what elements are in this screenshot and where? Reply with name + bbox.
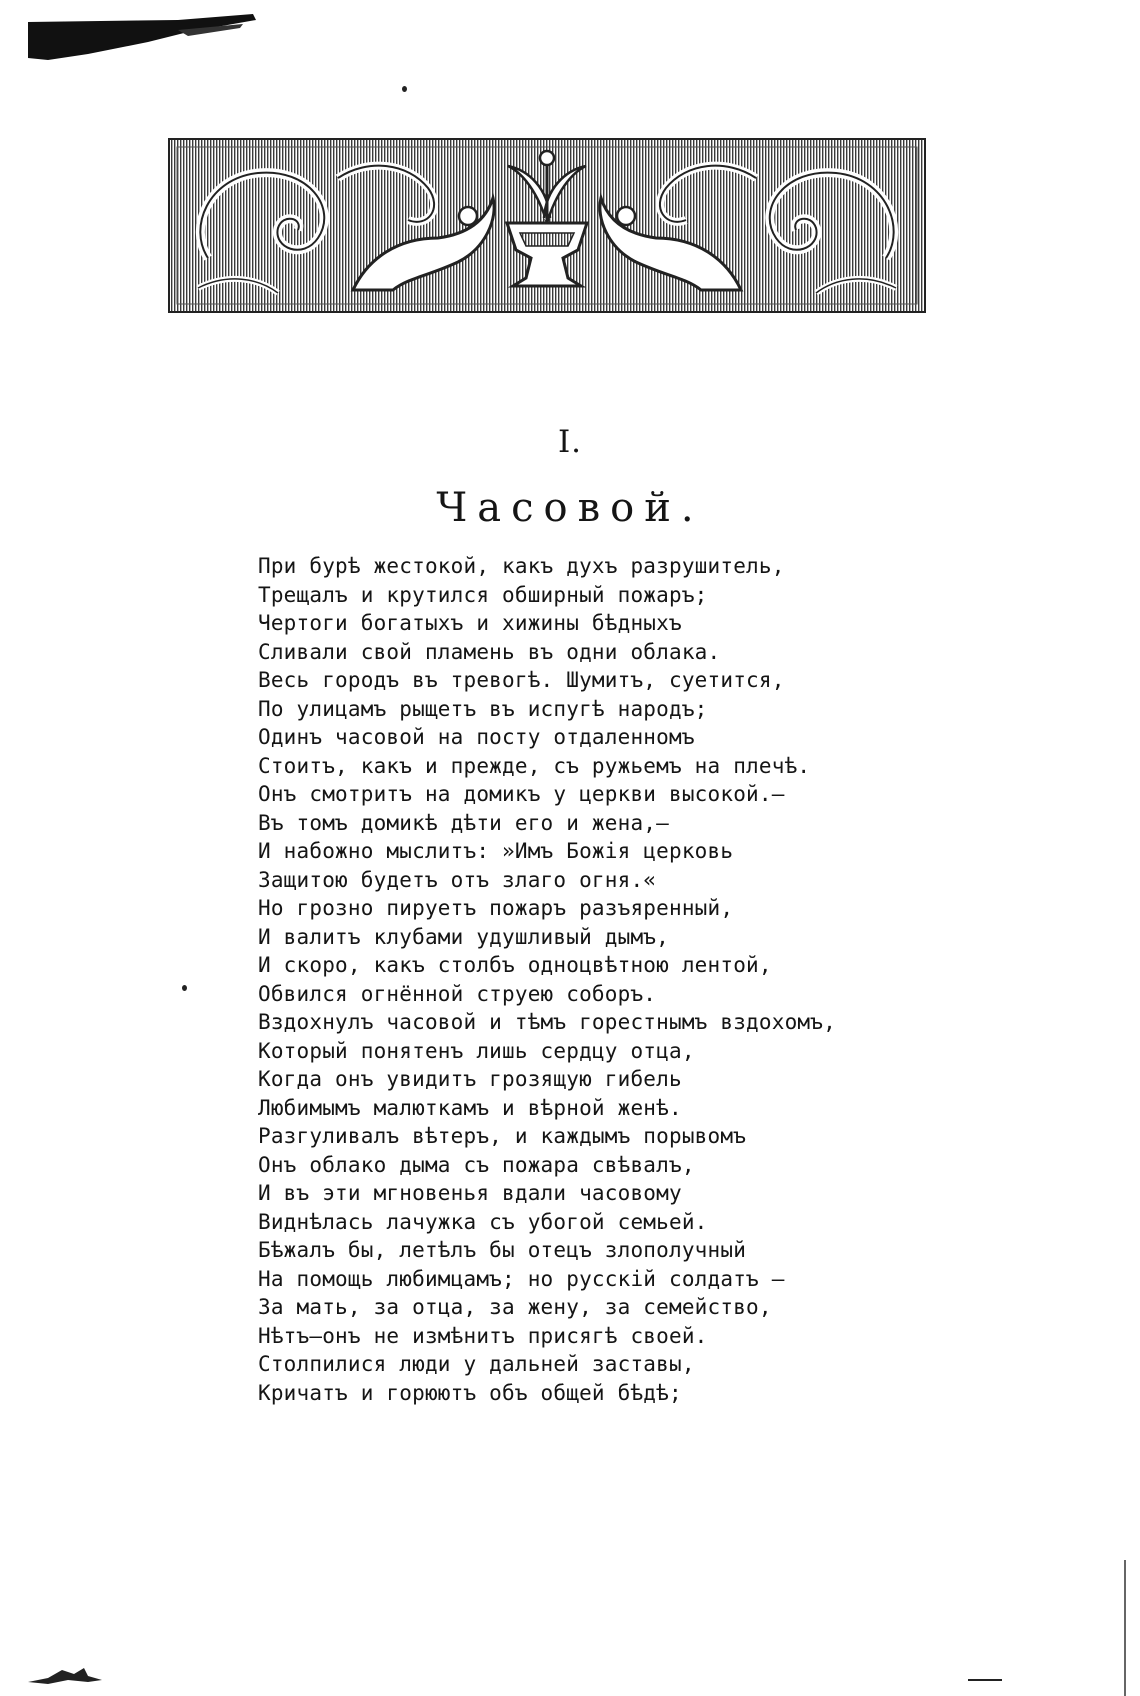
poem-line: И набожно мыслитъ: »Имъ Божія церковь xyxy=(258,839,734,863)
poem-line: Въ томъ домикѣ дѣти его и жена,— xyxy=(258,810,669,835)
stray-dot xyxy=(402,86,407,92)
poem-line: Стоитъ, какъ и прежде, съ ружьемъ на плечѣ. xyxy=(258,753,811,778)
scan-edge-line xyxy=(1124,1560,1126,1696)
poem-line: Разгуливалъ вѣтеръ, и каждымъ порывомъ xyxy=(258,1124,747,1148)
scan-smudge-mark xyxy=(28,14,258,60)
poem-line: Но грозно пируетъ пожаръ разъяренный, xyxy=(258,896,734,920)
poem-line: Обвился огнённой струею соборъ. xyxy=(258,981,657,1006)
poem-line: Онъ облако дыма съ пожара свѣвалъ, xyxy=(258,1152,695,1177)
poem-line: Вздохнулъ часовой и тѣмъ горестнымъ вздохомъ, xyxy=(258,1010,836,1034)
poem-line: На помощь любимцамъ; но русскій солдатъ — xyxy=(258,1266,785,1291)
poem-line: Кричатъ и горюютъ объ общей бѣдѣ; xyxy=(258,1380,682,1405)
poem-line: Трещалъ и крутился обширный пожаръ; xyxy=(258,582,708,607)
poem-line: Весь городъ въ тревогѣ. Шумитъ, суетится, xyxy=(258,668,785,692)
poem-line: Виднѣлась лачужка съ убогой семьей. xyxy=(258,1209,708,1234)
poem-line: Онъ смотритъ на домикъ у церкви высокой.— xyxy=(258,782,785,806)
scan-footer-mark xyxy=(28,1662,102,1684)
poem-line: За мать, за отца, за жену, за семейство, xyxy=(258,1295,772,1319)
poem-body xyxy=(258,552,918,1407)
poem-line: И въ эти мгновенья вдали часовому xyxy=(258,1181,682,1205)
poem-line: По улицамъ рыщетъ въ испугѣ народъ; xyxy=(258,696,708,721)
poem-line: Который понятенъ лишь сердцу отца, xyxy=(258,1038,695,1063)
poem-line: При бурѣ жестокой, какъ духъ разрушитель, xyxy=(258,554,785,578)
poem-line: Когда онъ увидитъ грозящую гибель xyxy=(258,1067,682,1091)
header-ornament xyxy=(168,138,926,313)
footer-rule xyxy=(968,1679,1002,1681)
poem-line: Любимымъ малюткамъ и вѣрной женѣ. xyxy=(258,1095,682,1120)
chapter-title: Часовой. xyxy=(436,485,704,531)
poem-line: Чертоги богатыхъ и хижины бѣдныхъ xyxy=(258,611,682,635)
poem-line: И валитъ клубами удушливый дымъ, xyxy=(258,924,669,949)
poem-line: Нѣтъ—онъ не измѣнитъ присягѣ своей. xyxy=(258,1323,708,1348)
poem-line: Защитою будетъ отъ злаго огня.« xyxy=(258,867,657,892)
poem-line: И скоро, какъ столбъ одноцвѣтною лентой, xyxy=(258,953,772,977)
stray-dot xyxy=(182,985,187,991)
chapter-number: I. xyxy=(557,424,583,460)
poem-line: Одинъ часовой на посту отдаленномъ xyxy=(258,725,695,749)
poem-line: Сливали свой пламень въ одни облака. xyxy=(258,639,721,664)
poem-line: Бѣжалъ бы, летѣлъ бы отецъ злополучный xyxy=(258,1238,747,1262)
poem-line: Столпилися люди у дальней заставы, xyxy=(258,1352,695,1376)
